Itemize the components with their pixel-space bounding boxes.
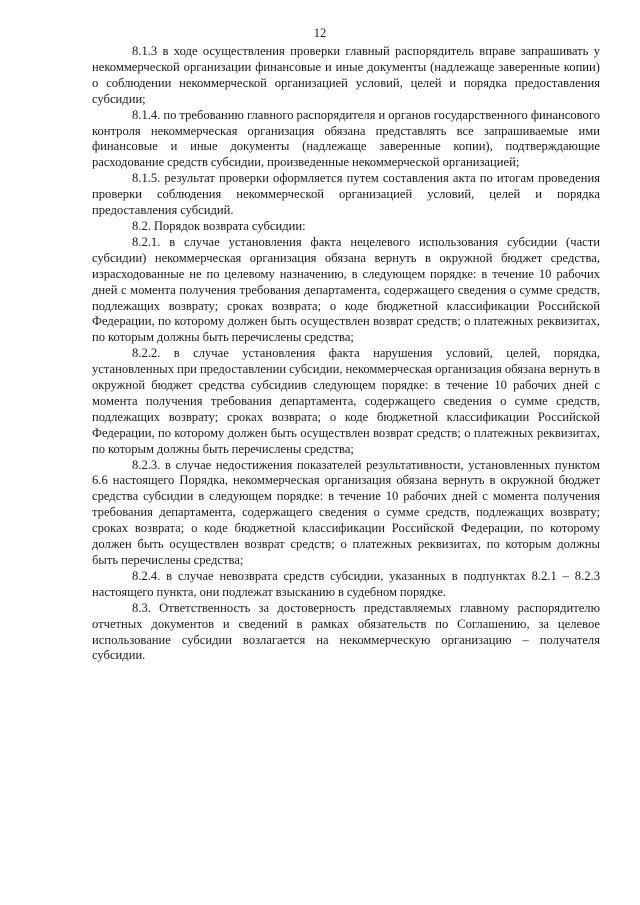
paragraph-8-2-2: 8.2.2. в случае установления факта нарушения условий, целей, порядка, установленных при предоставлении субсидии, некоммерческая организация обязана вернуть в окружной бюджет средства субсидиив следующем порядке: в течение 10 рабочих дней с момента получения требования департамента, содержащего сведения о сумме средств, подлежащих возврату; сроках возврата; о коде бюджетной классификации Российской Федерации, по которому должен быть осуществлен возврат средств; о платежных реквизитах, по которым должны быть перечислены средства; [92,346,600,456]
paragraph-8-2: 8.2. Порядок возврата субсидии: [132,218,306,233]
document-body [92,44,600,664]
paragraph-8-2-3: 8.2.3. в случае недостижения показателей результативности, установленных пунктом 6.6 настоящего Порядка, некоммерческая организация обязана вернуть в окружной бюджет средства субсидии в следующем порядке: в течение 10 рабочих дней с момента получения требования департамента, содержащего сведения о сумме средств, подлежащих возврату; сроках возврата; о коде бюджетной классификации Российской Федерации, по которому должен быть осуществлен возврат средств; о платежных реквизитах, по которым должны быть перечислены средства; [92,457,600,567]
paragraph-8-1-4: 8.1.4. по требованию главного распорядителя и органов государственного финансового контроля некоммерческая организация обязана представлять все запрашиваемые ими финансовые и иные документы (надлежаще заверенные копии), подтверждающие расходование средств субсидии, произведенные некоммерческой организацией; [92,107,600,170]
paragraph-8-2-4: 8.2.4. в случае невозврата средств субсидии, указанных в подпунктах 8.2.1 – 8.2.3 настоящего пункта, они подлежат взысканию в судебном порядке. [92,568,600,599]
paragraph-8-1-5: 8.1.5. результат проверки оформляется путем составления акта по итогам проведения проверки соблюдения некоммерческой организацией условий, целей и порядка предоставления субсидий. [92,171,600,218]
paragraph-8-2-1: 8.2.1. в случае установления факта нецелевого использования субсидии (части субсидии) некоммерческая организация обязана вернуть в окружной бюджет средства, израсходованные не по целевому назначению, в следующем порядке: в течение 10 рабочих дней с момента получения требования департамента, содержащего сведения о сумме средств, подлежащих возврату; сроках возврата; о коде бюджетной классификации Российской Федерации, по которому должен быть осуществлен возврат средств; о платежных реквизитах, по которым должны быть перечислены средства; [92,234,600,345]
paragraph-8-1-3: 8.1.3 в ходе осуществления проверки главный распорядитель вправе запрашивать у некоммерческой организации финансовые и иные документы (надлежаще заверенные копии) о соблюдении некоммерческой организацией условий, целей и порядка предоставления субсидии; [92,44,600,106]
page-number: 12 [313,26,327,40]
paragraph-8-3: 8.3. Ответственность за достоверность представляемых главному распорядителю отчетных документов и сведений в рамках обязательств по Соглашению, за целевое использование субсидии возлагается на некоммерческую организацию – получателя субсидии. [92,600,600,663]
